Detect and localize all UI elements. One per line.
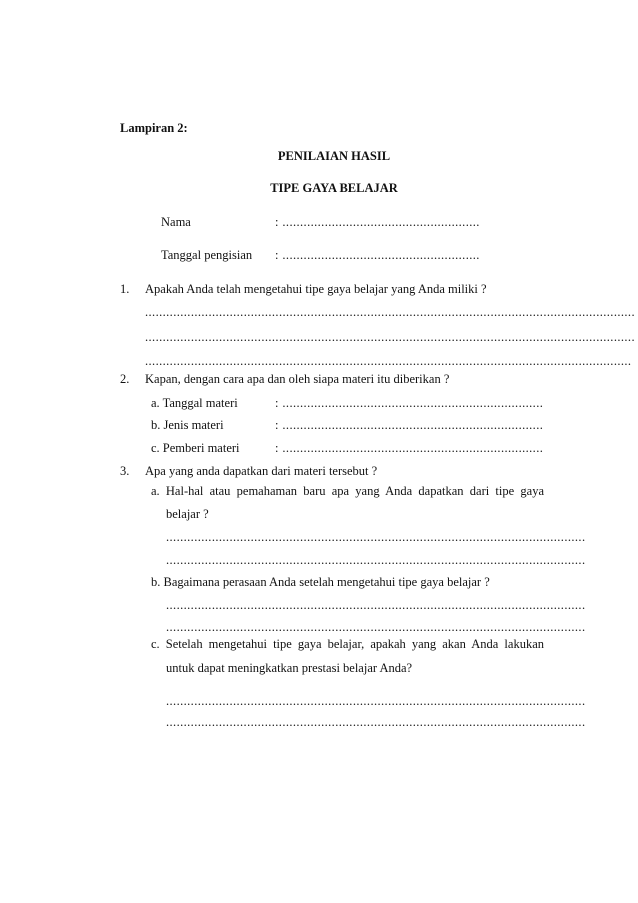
q2-c-label: c. Pemberi materi bbox=[151, 441, 240, 455]
q3-b-line-2[interactable]: ....................................................................................................................... bbox=[166, 620, 586, 634]
q3-c-text-cont: untuk dapat meningkatkan prestasi belajar Anda? bbox=[166, 661, 413, 675]
question-3-text: Apa yang anda dapatkan dari materi tersebut ? bbox=[145, 464, 378, 478]
appendix-label: Lampiran 2: bbox=[120, 121, 188, 135]
q3-a-line-2[interactable]: ....................................................................................................................... bbox=[166, 553, 586, 567]
question-3-number: 3. bbox=[120, 464, 130, 478]
q3-c-line-2[interactable]: ....................................................................................................................... bbox=[166, 715, 586, 729]
q2-b-label: b. Jenis materi bbox=[151, 418, 224, 432]
q2-b-field[interactable]: : .......................................................................... bbox=[275, 418, 544, 432]
question-1-text: Apakah Anda telah mengetahui tipe gaya belajar yang Anda miliki ? bbox=[145, 282, 487, 296]
question-1-number: 1. bbox=[120, 282, 130, 296]
answer-1-line-2[interactable]: ........................................................................................................................................... bbox=[145, 330, 635, 344]
q2-c-field[interactable]: : .......................................................................... bbox=[275, 441, 544, 455]
name-label: Nama bbox=[161, 215, 191, 229]
name-field[interactable]: : ........................................................ bbox=[275, 215, 480, 229]
question-2-text: Kapan, dengan cara apa dan oleh siapa materi itu diberikan ? bbox=[145, 372, 450, 386]
q3-c-text: c. Setelah mengetahui tipe gaya belajar, apakah yang akan Anda lakukan bbox=[151, 637, 544, 651]
q3-a-line-1[interactable]: ....................................................................................................................... bbox=[166, 530, 586, 544]
page-title: PENILAIAN HASIL bbox=[277, 149, 391, 163]
q3-c-line-1[interactable]: ....................................................................................................................... bbox=[166, 694, 586, 708]
q2-a-field[interactable]: : .......................................................................... bbox=[275, 396, 544, 410]
q2-a-label: a. Tanggal materi bbox=[151, 396, 238, 410]
date-field[interactable]: : ........................................................ bbox=[275, 248, 480, 262]
question-2-number: 2. bbox=[120, 372, 130, 386]
q3-b-text: b. Bagaimana perasaan Anda setelah mengetahui tipe gaya belajar ? bbox=[151, 575, 490, 589]
answer-1-line-3[interactable]: .......................................................................................................................................... bbox=[145, 354, 632, 368]
answer-1-line-1[interactable]: ........................................................................................................................................... bbox=[145, 305, 635, 319]
q3-a-text-cont: belajar ? bbox=[166, 507, 209, 521]
q3-a-text: a. Hal-hal atau pemahaman baru apa yang Anda dapatkan dari tipe gaya bbox=[151, 484, 544, 498]
page-subtitle: TIPE GAYA BELAJAR bbox=[270, 181, 398, 195]
date-label: Tanggal pengisian bbox=[161, 248, 253, 262]
q3-b-line-1[interactable]: ....................................................................................................................... bbox=[166, 598, 586, 612]
